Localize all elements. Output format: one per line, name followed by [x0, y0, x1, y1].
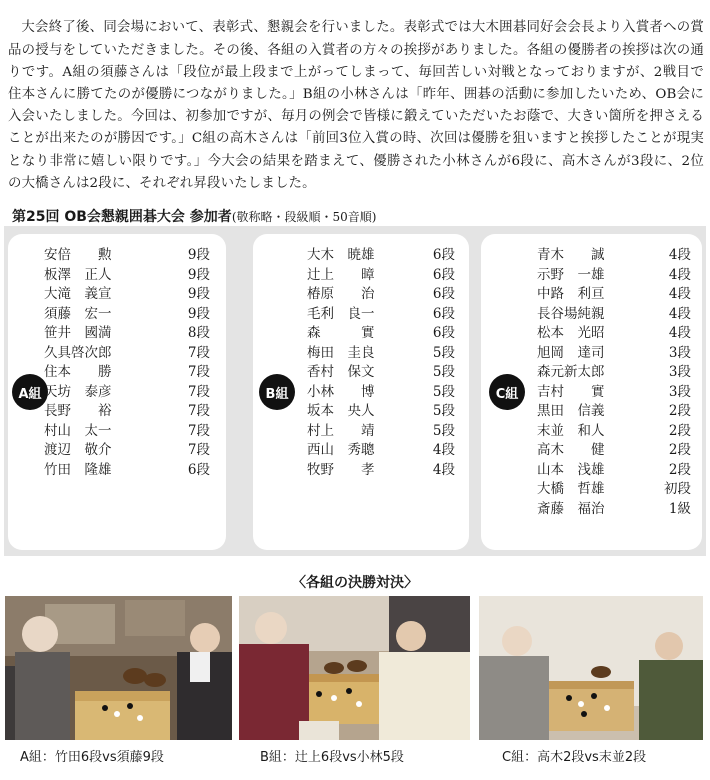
member-rank: 5段	[432, 344, 455, 361]
group-b-card	[253, 234, 469, 550]
group-a-card	[8, 234, 226, 550]
member-rank: 4段	[668, 325, 691, 341]
member-row	[537, 305, 695, 325]
member-rank: 3段	[668, 383, 691, 400]
participants-title: 第25回 OB会懇親囲碁大会 参加者	[12, 209, 232, 225]
member-rank: 2段	[668, 442, 691, 458]
member-name: 坂本 央人	[307, 403, 375, 419]
member-name: 示野 一雄	[537, 266, 605, 283]
member-row	[307, 285, 459, 305]
group-a-badge: A組	[12, 374, 48, 410]
group-b-list	[307, 246, 459, 480]
member-rank: 4段	[668, 305, 691, 322]
member-rank: 6段	[432, 247, 455, 263]
member-row	[44, 305, 216, 325]
member-row	[537, 422, 695, 442]
member-row	[307, 441, 459, 461]
member-row	[537, 461, 695, 481]
group-b-badge: B組	[259, 374, 295, 410]
member-rank: 7段	[187, 422, 210, 439]
member-row	[44, 441, 216, 461]
member-name: 村山 太一	[44, 422, 112, 439]
member-row	[307, 422, 459, 442]
member-rank: 7段	[187, 442, 210, 458]
photo-group-c-final	[479, 596, 703, 740]
member-name: 小林 博	[307, 383, 375, 400]
member-row	[307, 266, 459, 286]
member-name: 渡辺 敬介	[44, 442, 112, 458]
member-row	[307, 324, 459, 344]
member-rank: 7段	[187, 383, 210, 400]
member-name: 辻上 暲	[307, 266, 375, 283]
member-rank: 6段	[432, 305, 455, 322]
member-name: 吉村 實	[537, 383, 605, 400]
member-rank: 3段	[668, 364, 691, 380]
member-rank: 6段	[432, 266, 455, 283]
member-name: 大木 暁雄	[307, 247, 375, 263]
member-row	[537, 402, 695, 422]
member-rank: 1級	[668, 500, 691, 517]
member-name: 長野 裕	[44, 403, 112, 419]
member-rank: 4段	[432, 442, 455, 458]
member-name: 椿原 治	[307, 286, 375, 302]
member-name: 西山 秀聰	[307, 442, 375, 458]
member-rank: 7段	[187, 364, 210, 380]
member-name: 香村 保文	[307, 364, 375, 380]
member-row	[307, 246, 459, 266]
member-row	[537, 480, 695, 500]
member-rank: 5段	[432, 383, 455, 400]
member-rank: 8段	[187, 325, 210, 341]
member-row	[537, 363, 695, 383]
member-rank: 4段	[668, 286, 691, 302]
member-name: 村上 靖	[307, 422, 375, 439]
member-row	[307, 363, 459, 383]
member-row	[44, 422, 216, 442]
member-row	[44, 461, 216, 481]
member-row	[537, 383, 695, 403]
member-rank: 4段	[668, 266, 691, 283]
photos-title: 〈各組の決勝対決〉	[292, 575, 418, 591]
member-name: 斎藤 福治	[537, 500, 605, 517]
member-rank: 5段	[432, 403, 455, 419]
member-row	[44, 363, 216, 383]
participants-panel	[4, 226, 706, 556]
member-name: 牧野 孝	[307, 461, 375, 478]
member-name: 森 實	[307, 325, 375, 341]
member-name: 旭岡 達司	[537, 344, 605, 361]
member-name: 大滝 義宣	[44, 286, 112, 302]
member-row	[537, 246, 695, 266]
member-name: 高木 健	[537, 442, 605, 458]
group-a-list	[44, 246, 216, 480]
group-c-list	[537, 246, 695, 519]
member-name: 笹井 國満	[44, 325, 112, 341]
member-name: 山本 浅雄	[537, 461, 605, 478]
member-rank: 7段	[187, 403, 210, 419]
member-rank: 3段	[668, 344, 691, 361]
member-rank: 初段	[664, 481, 691, 497]
member-row	[307, 383, 459, 403]
member-name: 青木 誠	[537, 247, 605, 263]
member-row	[307, 461, 459, 481]
member-row	[537, 344, 695, 364]
member-row	[537, 324, 695, 344]
member-rank: 4段	[432, 461, 455, 478]
member-rank: 6段	[187, 461, 210, 478]
member-rank: 5段	[432, 364, 455, 380]
member-row	[307, 344, 459, 364]
member-row	[44, 324, 216, 344]
member-name: 長谷場純親	[537, 305, 605, 322]
group-c-card	[481, 234, 702, 550]
member-name: 安倍 勲	[44, 247, 112, 263]
participants-heading	[12, 206, 376, 226]
caption-group-b: B組：辻上6段vs小林5段	[260, 750, 404, 765]
member-name: 中路 利亘	[537, 286, 605, 302]
member-name: 松本 光昭	[537, 325, 605, 341]
photo-group-b-final	[239, 596, 470, 740]
member-rank: 2段	[668, 461, 691, 478]
member-name: 天坊 泰彦	[44, 383, 112, 400]
member-rank: 2段	[668, 422, 691, 439]
participants-note: (敬称略・段級順・50音順)	[231, 210, 377, 224]
member-name: 森元新太郎	[537, 364, 605, 380]
member-rank: 9段	[187, 286, 210, 302]
member-row	[44, 344, 216, 364]
member-row	[44, 246, 216, 266]
photo-group-a-final	[5, 596, 232, 740]
member-rank: 6段	[432, 325, 455, 341]
intro-paragraph: 大会終了後、同会場において、表彰式、懇親会を行いました。表彰式では大木囲碁同好会会長より入賞者への賞品の授与をしていただきました。その後、各組の入賞者の方々の挨拶がありました。各組の優勝者の挨拶は次の通りです。A組の須藤さんは「段位が最上段まで上がってしまって、毎回苦しい対戦となっておりますが、2戦目で住本さんに勝てたのが優勝につながりました。」B組の小林さんは「昨年、囲碁の活動に参加したいため、OB会に入会いたしました。今回は、初参加ですが、毎月の例会で皆様に鍛えていただいたお蔭で、大きい箇所を押さえることが出来たのが勝因です。」C組の高木さんは「前回3位入賞の時、次回は優勝を狙いますと挨拶したことが現実となり非常に嬉しい限りです。」今大会の結果を踏まえて、優勝された小林さんが6段に、高木さんが3段に、2位の大橋さんは2段に、それぞれ昇段いたしました。	[8, 20, 704, 191]
member-row	[44, 383, 216, 403]
member-name: 大橋 哲雄	[537, 481, 605, 497]
member-name: 久具啓次郎	[44, 344, 112, 361]
member-rank: 4段	[668, 247, 691, 263]
member-row	[307, 305, 459, 325]
member-rank: 5段	[432, 422, 455, 439]
member-name: 竹田 隆雄	[44, 461, 112, 478]
member-name: 板澤 正人	[44, 266, 112, 283]
member-rank: 2段	[668, 403, 691, 419]
member-row	[307, 402, 459, 422]
member-rank: 7段	[187, 344, 210, 361]
group-c-badge: C組	[489, 374, 525, 410]
member-name: 末並 和人	[537, 422, 605, 439]
member-row	[44, 285, 216, 305]
member-row	[537, 500, 695, 520]
member-rank: 9段	[187, 266, 210, 283]
member-row	[537, 266, 695, 286]
member-name: 須藤 宏一	[44, 305, 112, 322]
caption-group-c: C組：高木2段vs末並2段	[502, 750, 647, 765]
member-row	[44, 266, 216, 286]
member-name: 梅田 圭良	[307, 344, 375, 361]
caption-group-a: A組：竹田6段vs須藤9段	[20, 750, 164, 765]
member-row	[537, 441, 695, 461]
member-rank: 6段	[432, 286, 455, 302]
member-name: 住本 勝	[44, 364, 112, 380]
member-row	[537, 285, 695, 305]
member-row	[44, 402, 216, 422]
member-rank: 9段	[187, 247, 210, 263]
member-name: 黒田 信義	[537, 403, 605, 419]
member-rank: 9段	[187, 305, 210, 322]
member-name: 毛利 良一	[307, 305, 375, 322]
